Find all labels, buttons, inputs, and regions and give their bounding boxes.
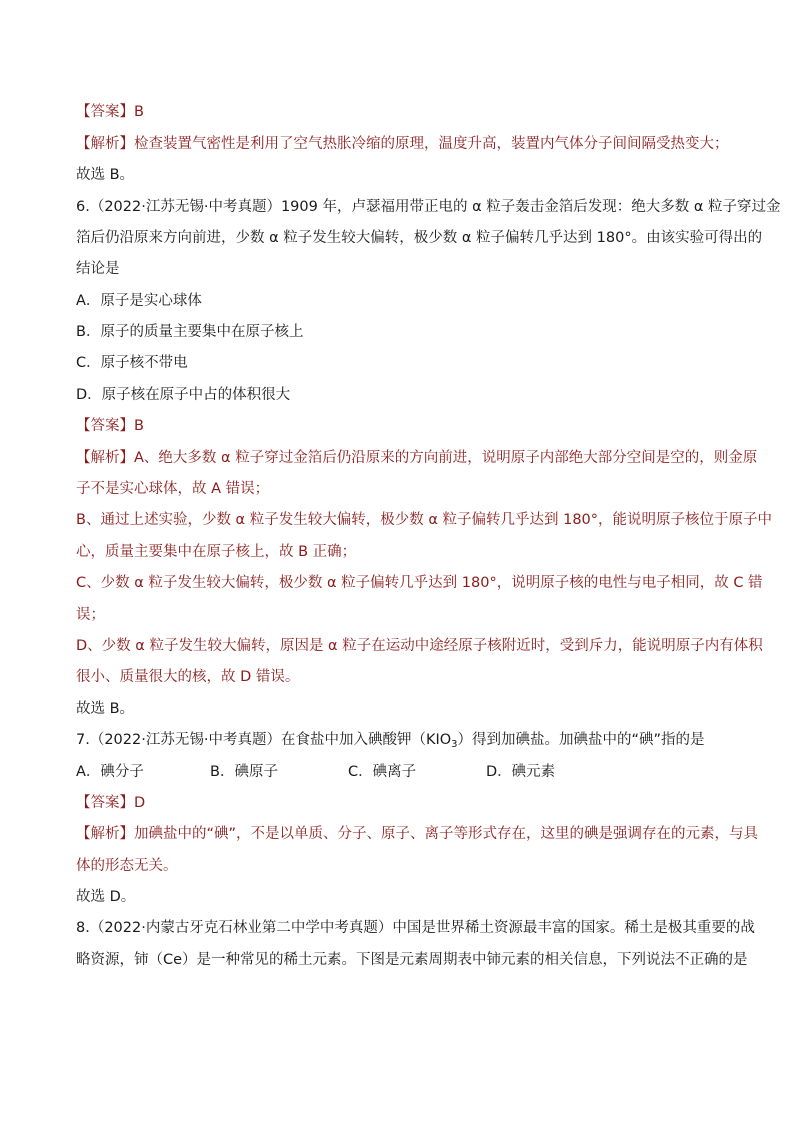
subscript: 3 bbox=[451, 739, 458, 750]
question-6-text: 结论是 bbox=[76, 261, 120, 277]
question-8-text: 8.（2022·内蒙古牙克石林业第二中学中考真题）中国是世界稀土资源最丰富的国家。稀土是极其重要的战 bbox=[76, 920, 755, 936]
analysis-line: 误； bbox=[76, 607, 105, 623]
conclusion-line: 故选 B。 bbox=[76, 167, 135, 183]
analysis-line: D、少数 α 粒子发生较大偏转，原因是 α 粒子在运动中途经原子核附近时，受到斥力，能说明原子内有体积 bbox=[76, 638, 763, 654]
analysis-line: 【解析】A、绝大多数 α 粒子穿过金箔后仍沿原来的方向前进，说明原子内部绝大部分空间是空的，则金原 bbox=[76, 450, 758, 466]
conclusion-line: 故选 D。 bbox=[76, 889, 136, 905]
answer-line: 【答案】B bbox=[76, 104, 144, 120]
option-b: B．碘原子 bbox=[210, 764, 278, 780]
analysis-line: 子不是实心球体，故 A 错误； bbox=[76, 481, 270, 497]
option-c: C．碘离子 bbox=[348, 764, 417, 780]
analysis-line: C、少数 α 粒子发生较大偏转，极少数 α 粒子偏转几乎达到 180°，说明原子核的电性与电子相同，故 C 错 bbox=[76, 575, 763, 591]
option-b: B．原子的质量主要集中在原子核上 bbox=[76, 324, 304, 340]
option-c: C．原子核不带电 bbox=[76, 355, 188, 371]
answer-line: 【答案】D bbox=[76, 795, 146, 811]
question-8-text: 略资源，铈（Ce）是一种常见的稀土元素。下图是元素周期表中铈元素的相关信息，下列说法不正确的是 bbox=[76, 952, 748, 968]
analysis-line: 心，质量主要集中在原子核上，故 B 正确； bbox=[76, 544, 357, 560]
question-6-text: 6.（2022·江苏无锡·中考真题）1909 年，卢瑟福用带正电的 α 粒子轰击金箔后发现：绝大多数 α 粒子穿过金 bbox=[76, 199, 781, 215]
analysis-line: 【解析】加碘盐中的“碘”，不是以单质、分子、原子、离子等形式存在，这里的碘是强调存在的元素，与具 bbox=[76, 826, 759, 842]
analysis-line: 体的形态无关。 bbox=[76, 858, 178, 874]
question-7-text-part: 7.（2022·江苏无锡·中考真题）在食盐中加入碘酸钾（KIO bbox=[76, 732, 452, 748]
answer-line: 【答案】B bbox=[76, 418, 144, 434]
option-d: D．原子核在原子中占的体积很大 bbox=[76, 387, 291, 403]
question-7-text bbox=[76, 730, 716, 755]
option-a: A．原子是实心球体 bbox=[76, 293, 202, 309]
question-7-text-part: ）得到加碘盐。加碘盐中的“碘”指的是 bbox=[457, 732, 705, 748]
analysis-line: 很小、质量很大的核，故 D 错误。 bbox=[76, 669, 300, 685]
question-6-text: 箔后仍沿原来方向前进，少数 α 粒子发生较大偏转，极少数 α 粒子偏转几乎达到 180°。由该实验可得出的 bbox=[76, 230, 763, 246]
option-a: A．碘分子 bbox=[76, 764, 144, 780]
option-d: D．碘元素 bbox=[486, 764, 556, 780]
analysis-line: 【解析】检查装置气密性是利用了空气热胀冷缩的原理，温度升高，装置内气体分子间间隔受热变大； bbox=[76, 136, 729, 152]
conclusion-line: 故选 B。 bbox=[76, 701, 135, 717]
analysis-line: B、通过上述实验，少数 α 粒子发生较大偏转，极少数 α 粒子偏转几乎达到 180°，能说明原子核位于原子中 bbox=[76, 512, 773, 528]
question-7-options bbox=[76, 762, 716, 782]
